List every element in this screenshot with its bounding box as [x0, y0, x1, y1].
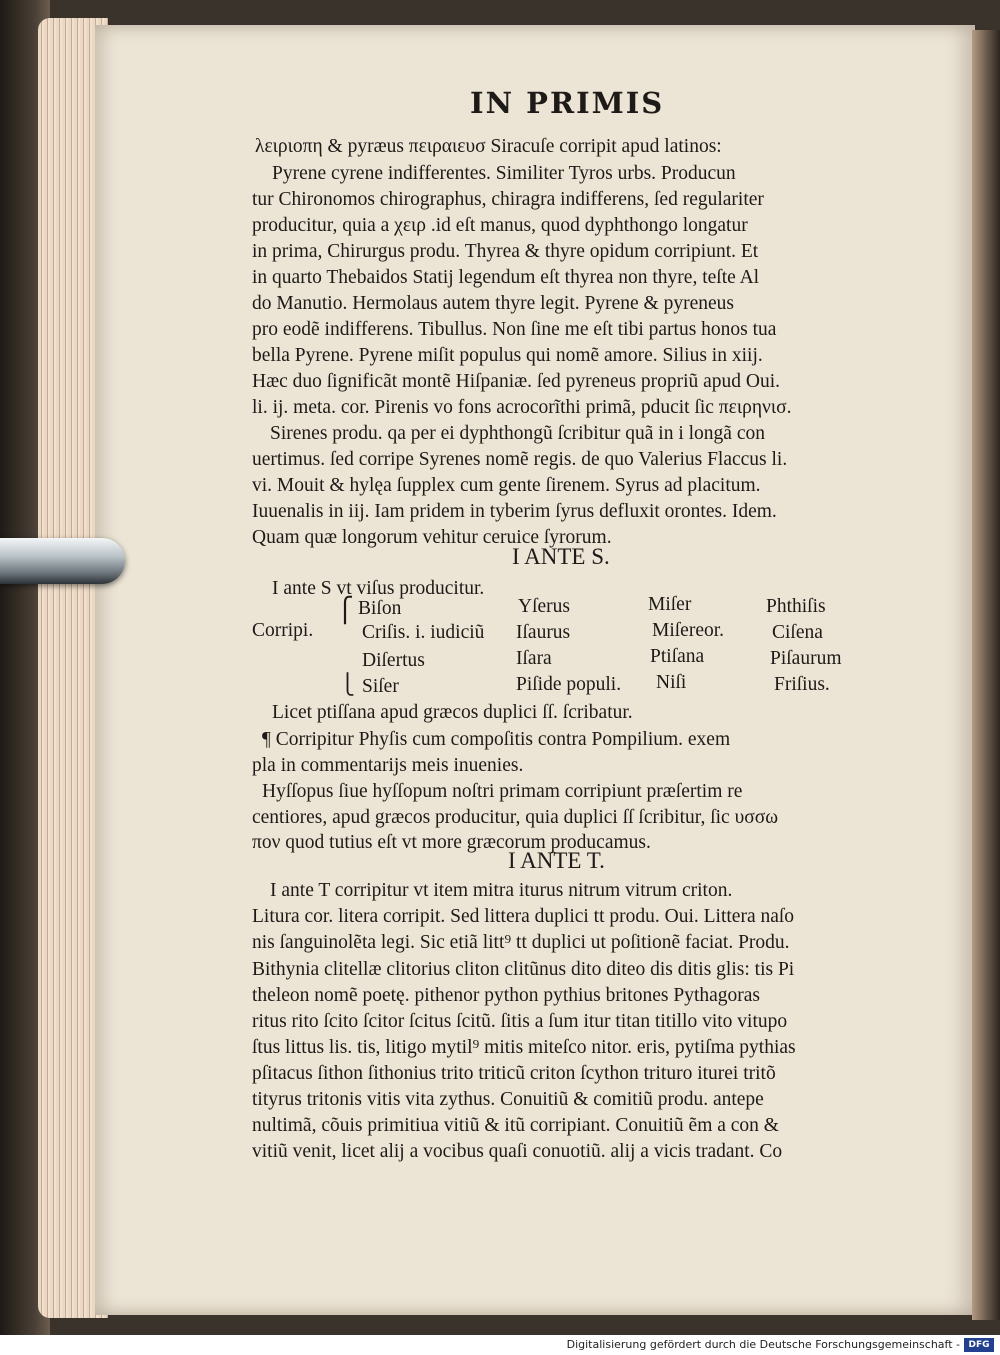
text-line: ſtus littus lis. tis, litigo mytil⁹ mitis miteſco nitor. eris, pytiſma pythias — [252, 1037, 796, 1058]
text-line: li. ij. meta. cor. Pirenis vo fons acrocorĩthi primã, pducit ſic πειρηνισ. — [252, 397, 792, 418]
text-line: Litura cor. litera corripit. Sed littera duplici tt produ. Oui. Littera naſo — [252, 906, 795, 927]
text-line: tur Chironomos chirographus, chiragra indifferens, ſed regulariter — [252, 189, 764, 210]
text-line: ¶ Corripitur Phyſis cum compoſitis contra Pompilium. exem — [262, 729, 731, 750]
text-line: pro eodẽ indifferens. Tibullus. Non ſine me eſt tibi partus honos tua — [252, 319, 777, 340]
table-cell: Ciſena — [772, 622, 823, 643]
text-line: nultimã, cõuis primitiua vitiũ & itũ corripiant. Conuitiũ ẽm a con & — [252, 1115, 779, 1136]
table-cell: Biſon — [358, 598, 402, 619]
text-line: Bithynia clitellæ clitorius cliton clitũnus dito diteo dis ditis glis: tis Pi — [252, 959, 795, 980]
text-line: uertimus. ſed corripe Syrenes nomẽ regis. de quo Valerius Flaccus li. — [252, 449, 788, 470]
text-line: pla in commentarijs meis inuenies. — [252, 755, 524, 776]
brace-glyph: ⎧ — [336, 598, 354, 624]
table-cell: Iſara — [516, 648, 552, 669]
table-cell: Friſius. — [774, 674, 830, 695]
text-line: πον quod tutius eſt vt more græcorum producamus. — [252, 832, 651, 853]
text-line: Hæc duo ſignificãt montẽ Hiſpaniæ. ſed pyreneus propriũ apud Oui. — [252, 371, 781, 392]
table-cell: Diſertus — [362, 650, 425, 671]
table-cell: Ptiſana — [650, 646, 705, 667]
text-line: centiores, apud græcos producitur, quia duplici ſſ ſcribitur, ſic υσσω — [252, 807, 779, 828]
text-line: pſitacus ſithon ſithonius trito triticũ criton ſcython trituro iturei tritõ — [252, 1063, 776, 1084]
footer-bar — [0, 1335, 1000, 1355]
text-line: Iuuenalis in iij. Iam pridem in tyberim ſyrus defluxit orontes. Idem. — [252, 501, 777, 522]
dfg-logo: DFG — [964, 1338, 994, 1352]
table-cell: Phthiſis — [766, 596, 826, 617]
text-line: Pyrene cyrene indifferentes. Similiter Tyros urbs. Producun — [272, 163, 736, 184]
table-label: Corripi. — [252, 620, 314, 641]
text-line: producitur, quia a χειρ .id eſt manus, quod dyphthongo longatur — [252, 215, 748, 236]
text-line: vitiũ venit, licet alij a vocibus quaſi conuotiũ. alij a vicis tradant. Co — [252, 1141, 783, 1162]
table-cell: Piſaurum — [770, 648, 842, 669]
table-cell: Siſer — [362, 676, 399, 697]
table-cell: Miſer — [648, 594, 692, 615]
text-line: theleon nomẽ poetę. pithenor python pythius britones Pythagoras — [252, 985, 760, 1006]
text-line: Hyſſopus ſiue hyſſopum noſtri primam corripiunt præſertim re — [262, 781, 743, 802]
table-cell: Piſide populi. — [516, 674, 622, 695]
table-cell: Criſis. i. iudiciũ — [362, 622, 485, 643]
text-line: vi. Mouit & hylęa ſupplex cum gente ſirenem. Syrus ad placitum. — [252, 475, 761, 496]
table-cell: Yſerus — [518, 596, 570, 617]
text-line: ritus rito ſcito ſcitor ſcitus ſcitũ. ſitis a ſum itur titan titillo vito vitupo — [252, 1011, 788, 1032]
table-cell: Iſaurus — [516, 622, 571, 643]
text-line: bella Pyrene. Pyrene miſit populus qui nomẽ amore. Silius in xiij. — [252, 345, 763, 366]
text-line: I ante T corripitur vt item mitra iturus nitrum vitrum criton. — [270, 880, 733, 901]
footer-credit: Digitalisierung gefördert durch die Deutsche Forschungsgemeinschaft - — [566, 1338, 960, 1351]
text-line: Quam quæ longorum vehitur ceruice ſyrorum. — [252, 527, 612, 548]
text-line: nis ſanguinolẽta legi. Sic etiã litt⁹ tt duplici ut poſitionẽ faciat. Produ. — [252, 932, 790, 953]
text-line: λειριοπη & pyræus πειραιευσ Siracuſe corripit apud latinos: — [255, 136, 722, 157]
running-header: IN PRIMIS — [470, 86, 665, 120]
text-line: I ante S vt viſus producitur. — [272, 578, 485, 599]
section-heading: I ANTE S. — [512, 544, 610, 569]
text-line: Licet ptiſſana apud græcos duplici ſſ. ſcribatur. — [272, 702, 633, 723]
section-heading: I ANTE T. — [508, 848, 605, 873]
text-line: in quarto Thebaidos Statij legendum eſt thyrea non thyre, teſte Al — [252, 267, 760, 288]
text-line: in prima, Chirurgus produ. Thyrea & thyre opidum corripiunt. Et — [252, 241, 759, 262]
brace-glyph: ⎩ — [340, 674, 355, 696]
table-cell: Miſereor. — [652, 620, 725, 641]
table-cell: Niſi — [656, 672, 687, 693]
text-line: tityrus tritonis vitis vita zythus. Conuitiũ & comitiũ produ. antepe — [252, 1089, 764, 1110]
text-line: do Manutio. Hermolaus autem thyre legit. Pyrene & pyreneus — [252, 293, 734, 314]
text-line: Sirenes produ. qa per ei dyphthongũ ſcribitur quã in i longã con — [270, 423, 765, 444]
